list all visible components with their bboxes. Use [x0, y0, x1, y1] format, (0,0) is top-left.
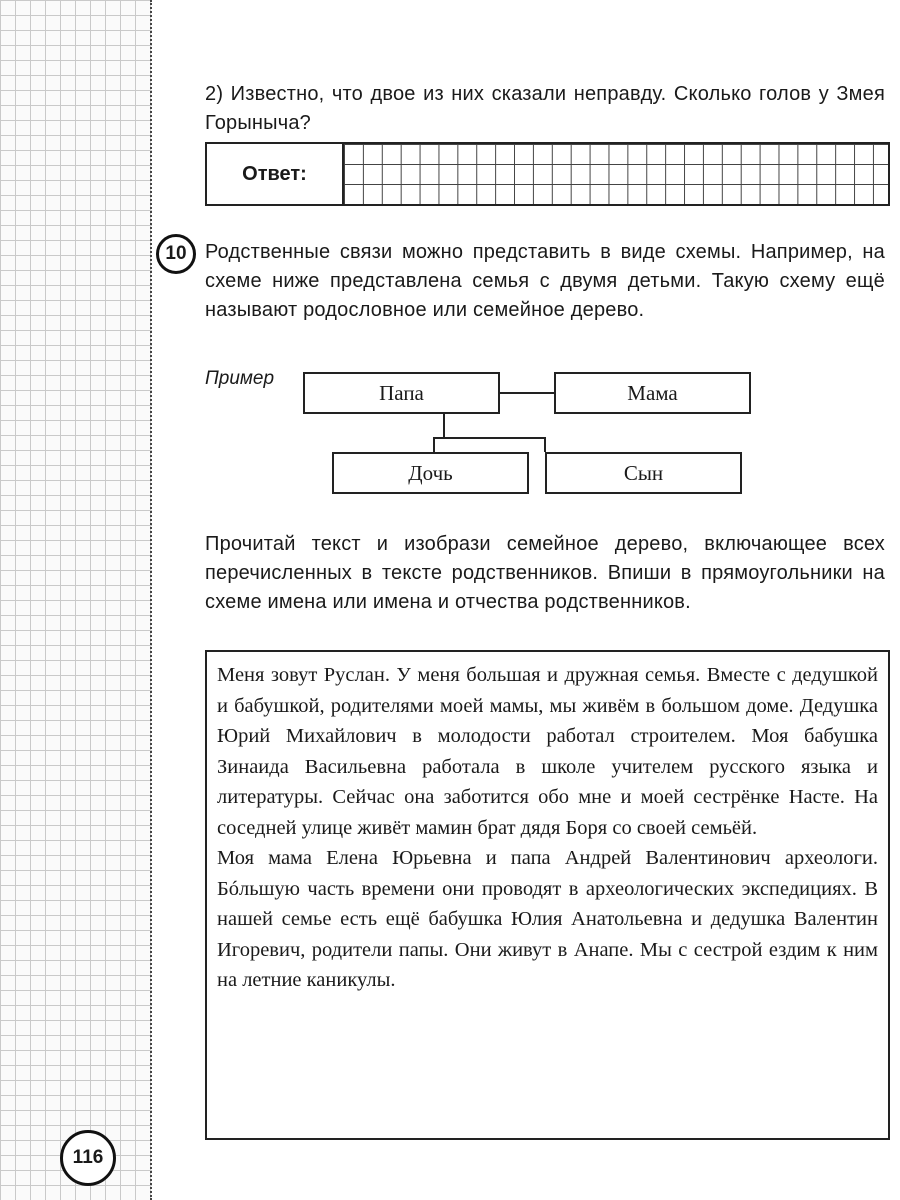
- task-10-intro: Родственные связи можно представить в виде схемы. Например, на схеме ниже представлена семья с двумя детьми. Такую схему ещё называют родословное или семейное дерево.: [205, 241, 885, 321]
- story-box: [205, 650, 890, 1140]
- answer-grid[interactable]: [344, 144, 888, 204]
- tree-drop-daughter: [433, 437, 435, 452]
- answer-box: [205, 142, 890, 206]
- tree-connector-children: [433, 437, 546, 439]
- answer-label: Ответ:: [207, 144, 344, 204]
- tree-drop-son: [544, 437, 546, 452]
- tree-node-daughter: Дочь: [332, 452, 529, 494]
- tree-node-father: Папа: [303, 372, 500, 414]
- task-number-badge: 10: [156, 234, 196, 274]
- page-number: 116: [60, 1130, 116, 1186]
- grid-margin: [0, 0, 152, 1200]
- story-paragraph-2: Моя мама Елена Юрьевна и папа Андрей Валентинович археологи. Бóльшую часть времени они проводят в археологических экспедициях. В нашей семье есть ещё бабушка Юлия Анатольевна и дедушка Валентин Игоревич, родители папы. Они живут в Анапе. Мы с сестрой ездим к ним на летние каникулы.: [217, 847, 878, 991]
- question-2-text: 2) Известно, что двое из них сказали неправду. Сколько голов у Змея Горыныча?: [205, 83, 885, 134]
- tree-connector-parents: [499, 392, 555, 394]
- story-paragraph-1: Меня зовут Руслан. У меня большая и дружная семья. Вместе с дедушкой и бабушкой, родителями моей мамы, мы живём в большом доме. Дедушка Юрий Михайлович в молодости работал строителем. Моя бабушка Зинаида Васильевна работала в школе учителем русского языка и литературы. Сейчас она заботится обо мне и моей сестрёнке Насте. На соседней улице живёт мамин брат дядя Боря со своей семьёй.: [217, 664, 878, 839]
- task-10-instruction: Прочитай текст и изобрази семейное дерево, включающее всех перечисленных в тексте родственников. Впиши в прямоугольники на схеме имена или имена и отчества родственников.: [205, 533, 885, 613]
- tree-node-mother: Мама: [554, 372, 751, 414]
- example-label: Пример: [205, 368, 275, 389]
- tree-node-son: Сын: [545, 452, 742, 494]
